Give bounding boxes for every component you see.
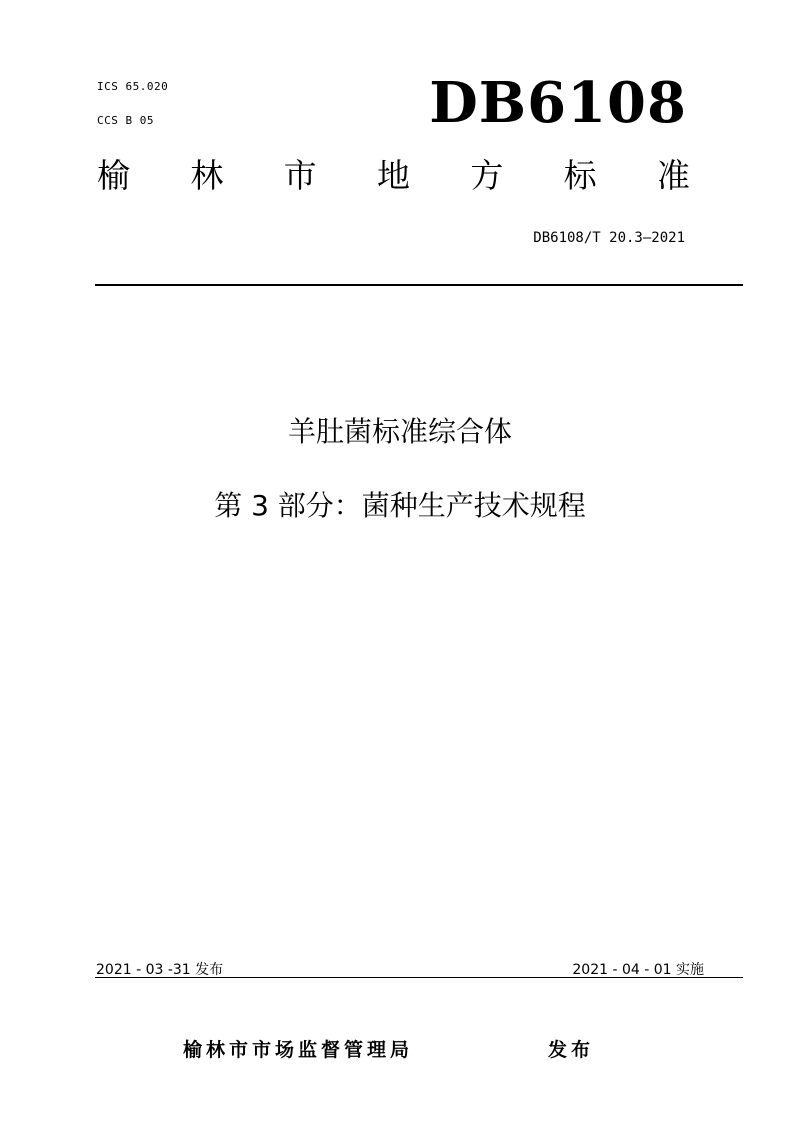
- footer-divider: [95, 977, 743, 978]
- issue-date: 2021 - 03 -31 发布: [96, 962, 224, 978]
- publisher-name: 榆林市市场监督管理局: [183, 1039, 414, 1061]
- standard-logo: DB6108: [429, 70, 687, 136]
- standard-type-char: 方: [470, 156, 504, 195]
- ccs-code: CCS B 05: [97, 114, 154, 127]
- standard-type-char: 地: [376, 156, 410, 195]
- standard-type-char: 榆: [97, 156, 130, 195]
- standard-type-char: 准: [656, 156, 690, 195]
- standard-type-char: 市: [283, 156, 317, 195]
- standard-type-char: 标: [563, 156, 597, 195]
- ics-code: ICS 65.020: [97, 80, 169, 93]
- document-subtitle: 第 3 部分：菌种生产技术规程: [214, 489, 586, 522]
- standard-number: DB6108/T 20.3—2021: [533, 230, 685, 246]
- publish-label: 发布: [548, 1039, 595, 1061]
- standard-type-char: 林: [190, 156, 224, 195]
- standard-type: [97, 154, 690, 198]
- effective-date: 2021 - 04 - 01 实施: [572, 962, 704, 978]
- document-title: 羊肚菌标准综合体: [287, 415, 512, 448]
- header-divider: [95, 284, 743, 286]
